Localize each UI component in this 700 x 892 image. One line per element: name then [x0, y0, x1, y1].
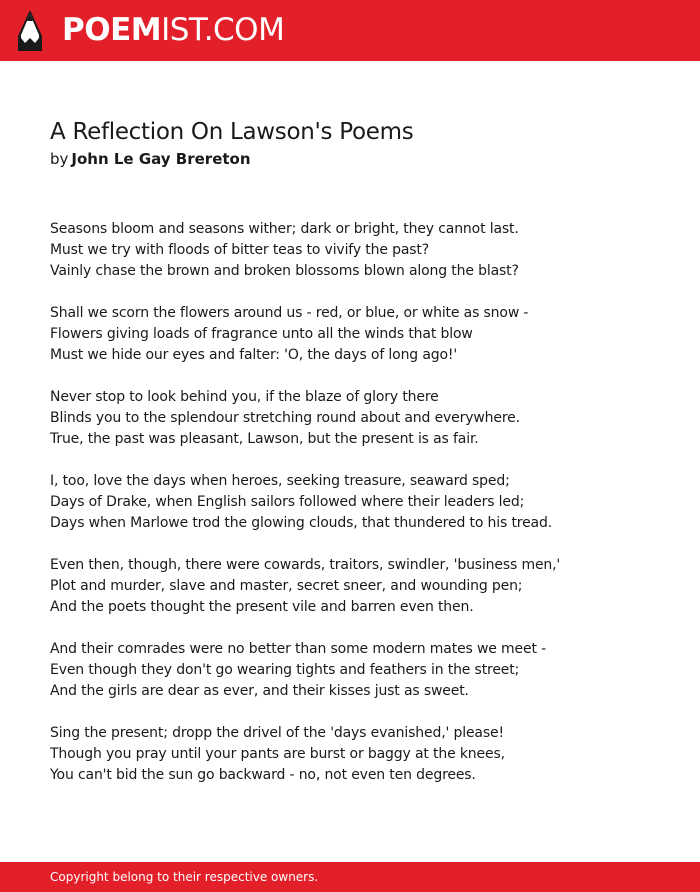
stanza	[50, 555, 670, 618]
poem-line: True, the past was pleasant, Lawson, but the present is as fair.	[50, 431, 479, 447]
byline	[50, 149, 251, 169]
logo-bold-text: POEM	[62, 12, 162, 48]
poem-line: I, too, love the days when heroes, seeking treasure, seaward sped;	[50, 473, 510, 489]
poem-line: Never stop to look behind you, if the blaze of glory there	[50, 389, 439, 405]
poem-title: A Reflection On Lawson's Poems	[50, 119, 414, 145]
poem-line: Plot and murder, slave and master, secret sneer, and wounding pen;	[50, 578, 523, 594]
poem-line: You can't bid the sun go backward - no, not even ten degrees.	[50, 767, 476, 783]
poem-line: Shall we scorn the flowers around us - red, or blue, or white as snow -	[50, 305, 529, 321]
stanza	[50, 471, 670, 534]
poem-body	[50, 219, 670, 807]
poem-line: Must we hide our eyes and falter: 'O, the days of long ago!'	[50, 347, 458, 363]
stanza	[50, 723, 670, 786]
stanza	[50, 639, 670, 702]
poem-line: Vainly chase the brown and broken blossoms blown along the blast?	[50, 263, 519, 279]
site-header	[0, 0, 700, 61]
poem-line: Must we try with floods of bitter teas to vivify the past?	[50, 242, 430, 258]
poem-line: Days when Marlowe trod the glowing clouds, that thundered to his tread.	[50, 515, 553, 531]
poem-line: Sing the present; dropp the drivel of the 'days evanished,' please!	[50, 725, 504, 741]
stanza	[50, 387, 670, 450]
stanza	[50, 303, 670, 366]
poem-line: Days of Drake, when English sailors followed where their leaders led;	[50, 494, 525, 510]
poem-line: Seasons bloom and seasons wither; dark or bright, they cannot last.	[50, 221, 519, 237]
poem-line: Flowers giving loads of fragrance unto all the winds that blow	[50, 326, 473, 342]
site-logo[interactable]	[62, 11, 284, 49]
copyright-text: Copyright belong to their respective owners.	[50, 870, 319, 884]
stanza	[50, 219, 670, 282]
poem-line: Though you pray until your pants are burst or baggy at the knees,	[50, 746, 505, 762]
poem-line: And the poets thought the present vile and barren even then.	[50, 599, 474, 615]
poem-line: And their comrades were no better than some modern mates we meet -	[50, 641, 546, 657]
pencil-tip-icon[interactable]	[18, 10, 42, 51]
logo-light-text: IST.COM	[161, 12, 285, 48]
by-label: by	[50, 150, 69, 168]
poem-line: Even then, though, there were cowards, traitors, swindler, 'business men,'	[50, 557, 561, 573]
site-footer	[0, 862, 700, 892]
poem-line: Even though they don't go wearing tights and feathers in the street;	[50, 662, 520, 678]
poem-line: And the girls are dear as ever, and their kisses just as sweet.	[50, 683, 469, 699]
author-name[interactable]: John Le Gay Brereton	[71, 150, 251, 168]
poem-line: Blinds you to the splendour stretching round about and everywhere.	[50, 410, 520, 426]
